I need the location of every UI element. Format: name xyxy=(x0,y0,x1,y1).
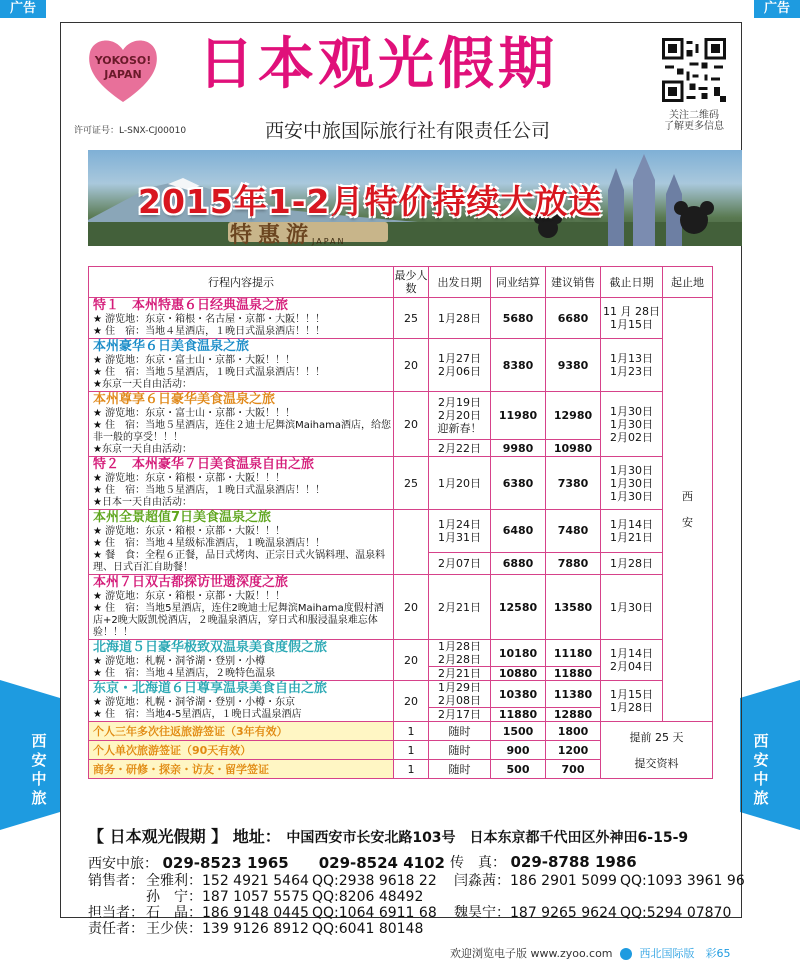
header-origin: 起止地 xyxy=(663,267,713,298)
tour-retail-price: 12880 xyxy=(546,708,601,722)
license-number: 许可证号：L-SNX-CJ00010 xyxy=(74,126,187,136)
tour-trade-price: 10380 xyxy=(491,681,546,708)
header-deadline: 截止日期 xyxy=(601,267,663,298)
departure-city xyxy=(663,298,713,722)
address-label: 地址： xyxy=(232,827,281,846)
tour-trade-price: 6480 xyxy=(491,510,546,553)
header-min-people: 最少人数 xyxy=(394,267,429,298)
tour-info-line: ★ 游览地：东京・箱根・京都・大阪！！！ xyxy=(93,473,286,484)
tour-trade-price: 6880 xyxy=(491,552,546,574)
tour-info-line: ★日本一天自由活动： xyxy=(93,497,192,508)
tour-retail-price: 11180 xyxy=(546,640,601,667)
tour-retail-price: 11880 xyxy=(546,667,601,681)
tour-retail-price: 7880 xyxy=(546,552,601,574)
qr-code xyxy=(662,38,726,102)
tour-departure-date: 2月21日 xyxy=(429,575,491,640)
tour-min-people: 20 xyxy=(394,392,429,457)
visa-deadline: 提前 25 天 提交资料 xyxy=(601,722,713,779)
tour-min-people: 20 xyxy=(394,681,429,722)
visa-name: 个人单次旅游签证（90天有效） xyxy=(89,741,394,760)
tour-info-line: ★ 住 宿：当地５星酒店，连住２迪士尼舞滨Maihama酒店，给您非一般的享受！！！ xyxy=(93,420,392,443)
tour-departure-date: 2月22日 xyxy=(429,440,491,457)
tour-info-line: ★ 游览地：札幌・洞爷湖・登别・小樽・东京 xyxy=(93,697,296,708)
page-title: 日本观光假期 xyxy=(198,32,558,97)
tour-retail-price: 9380 xyxy=(546,339,601,392)
phone-numbers: 029-8523 1965 029-8524 4102 xyxy=(162,854,445,872)
fax-label: 传 真： xyxy=(450,855,506,871)
tour-itinerary-cell xyxy=(89,640,394,681)
tour-min-people: 25 xyxy=(394,298,429,339)
tour-deadline: 1月13日 1月23日 xyxy=(601,339,663,392)
tour-deadline: 1月15日 1月28日 xyxy=(601,681,663,722)
table-row xyxy=(89,681,713,708)
tour-retail-price: 7480 xyxy=(546,510,601,553)
visa-retail-price: 1800 xyxy=(546,722,601,741)
tour-min-people: 25 xyxy=(394,457,429,510)
tour-name: 本州７日双古都探访世遗深度之旅 xyxy=(93,575,289,590)
tour-name: 本州豪华６日美食温泉之旅 xyxy=(93,339,250,354)
visa-date: 随时 xyxy=(429,722,491,741)
tour-deadline: 1月14日 2月04日 xyxy=(601,640,663,681)
visa-trade-price: 1500 xyxy=(491,722,546,741)
tour-info-line: ★东京一天自由活动： xyxy=(93,379,192,390)
contact-person: 王少侠：139 9126 8912 QQ:6041 80148 xyxy=(146,921,424,937)
table-row xyxy=(89,392,713,440)
contact-person: 石 晶：186 9148 0445 QQ:1064 6911 68 xyxy=(146,905,437,921)
visa-date: 随时 xyxy=(429,760,491,779)
tour-deadline: 1月28日 xyxy=(601,552,663,574)
table-row xyxy=(89,298,713,339)
contact-person: 全雅利：152 4921 5464 QQ:2938 9618 22 xyxy=(146,873,437,889)
tour-itinerary-cell xyxy=(89,575,394,640)
footer-edition: 西北国际版 彩65 xyxy=(639,947,731,960)
tour-min-people xyxy=(394,510,429,575)
tour-departure-date: 2月21日 xyxy=(429,667,491,681)
visa-name: 商务・研修・探亲・访友・留学签证 xyxy=(89,760,394,779)
tour-itinerary-cell xyxy=(89,510,394,575)
address-text: 中国西安市长安北路103号 日本东京都千代田区外神田6-15-9 xyxy=(286,830,689,846)
visa-date: 随时 xyxy=(429,741,491,760)
tour-price-table xyxy=(88,266,713,779)
tour-info-line: ★ 游览地：东京・富士山・京都・大阪！！！ xyxy=(93,408,296,419)
visa-trade-price: 500 xyxy=(491,760,546,779)
tour-info-line: ★ 住 宿：当地５星酒店，１晚日式温泉酒店！！！ xyxy=(93,485,326,496)
tour-name: 东京・北海道６日尊享温泉美食自由之旅 xyxy=(93,681,328,696)
tour-itinerary-cell xyxy=(89,392,394,457)
tour-trade-price: 10180 xyxy=(491,640,546,667)
tour-info-line: ★ 游览地：东京・箱根・名古屋・京都・大阪！！！ xyxy=(93,314,326,325)
tour-trade-price: 12580 xyxy=(491,575,546,640)
tour-min-people: 20 xyxy=(394,575,429,640)
visa-min-people: 1 xyxy=(394,760,429,779)
tour-info-line: ★ 住 宿：当地4-5星酒店，１晚日式温泉酒店 xyxy=(93,709,302,720)
tour-info-line: ★ 游览地：东京・箱根・京都・大阪！！！ xyxy=(93,591,286,602)
tour-departure-date: 1月28日 xyxy=(429,298,491,339)
table-row xyxy=(89,339,713,392)
table-row xyxy=(89,457,713,510)
side-label-right: 西安中旅 xyxy=(753,732,769,807)
contact-person: 闫淼茜：186 2901 5099 QQ:1093 3961 96 xyxy=(454,873,745,889)
footer xyxy=(450,945,731,961)
tour-itinerary-cell xyxy=(89,339,394,392)
visa-min-people: 1 xyxy=(394,741,429,760)
tour-deadline: 1月30日 1月30日 2月02日 xyxy=(601,392,663,457)
side-label-left: 西安中旅 xyxy=(31,732,47,807)
departure-city-text: 西安 xyxy=(682,489,693,529)
ad-tab-right: 广告 xyxy=(754,0,800,18)
tour-itinerary-cell xyxy=(89,681,394,722)
tour-trade-price: 10880 xyxy=(491,667,546,681)
header-retail-price: 建议销售 xyxy=(546,267,601,298)
tour-departure-date: 1月28日 2月28日 xyxy=(429,640,491,667)
header-trade-price: 同业结算 xyxy=(491,267,546,298)
tour-info-line: ★东京一天自由活动： xyxy=(93,444,192,455)
tour-retail-price: 11380 xyxy=(546,681,601,708)
tour-deadline: 1月30日 1月30日 1月30日 xyxy=(601,457,663,510)
tour-trade-price: 8380 xyxy=(491,339,546,392)
fax-number: 029-8788 1986 xyxy=(510,853,637,871)
tour-retail-price: 10980 xyxy=(546,440,601,457)
tour-departure-date: 1月29日 2月08日 xyxy=(429,681,491,708)
contact-person: 孙 宁：187 1057 5575 QQ:8206 48492 xyxy=(146,889,424,905)
footer-website[interactable]: 欢迎浏览电子版 www.zyoo.com xyxy=(450,947,613,960)
tour-trade-price: 11980 xyxy=(491,392,546,440)
tour-info-line: ★ 住 宿：当地４星酒店，１晚日式温泉酒店！！！ xyxy=(93,326,326,337)
tour-departure-date: 1月24日 1月31日 xyxy=(429,510,491,553)
banner-subtitle-en: JAPAN xyxy=(312,237,346,246)
tour-trade-price: 6380 xyxy=(491,457,546,510)
visa-trade-price: 900 xyxy=(491,741,546,760)
tour-info-line: ★ 住 宿：当地5星酒店，连住2晚迪士尼舞滨Maihama度假村酒店+2晚大阪凯悦酒店，２晚温泉酒店，穿日式和服浸温泉难忘体验！！！ xyxy=(93,603,384,638)
visa-min-people: 1 xyxy=(394,722,429,741)
tour-info-line: ★ 住 宿：当地４星级标准酒店，１晚温泉酒店！！ xyxy=(93,538,326,549)
visa-retail-price: 700 xyxy=(546,760,601,779)
ad-tab-left: 广告 xyxy=(0,0,46,18)
table-row xyxy=(89,575,713,640)
responsible-label: 责任者： xyxy=(88,921,144,937)
sales-label: 销售者： xyxy=(88,873,144,889)
qr-caption xyxy=(650,110,738,132)
tour-trade-price: 5680 xyxy=(491,298,546,339)
tour-name: 本州尊享６日豪华美食温泉之旅 xyxy=(93,392,276,407)
brand-mark-icon xyxy=(620,948,632,960)
guarantor-label: 担当者： xyxy=(88,905,144,921)
qr-caption-line-2: 了解更多信息 xyxy=(664,121,724,132)
tour-info-line: ★ 游览地：东京・箱根・京都・大阪！！！ xyxy=(93,526,286,537)
tour-name: 特１ 本州特惠６日经典温泉之旅 xyxy=(93,298,289,313)
header-departure: 出发日期 xyxy=(429,267,491,298)
yokoso-japan-logo xyxy=(86,36,160,104)
tour-deadline: 1月14日 1月21日 xyxy=(601,510,663,553)
tour-min-people: 20 xyxy=(394,339,429,392)
tour-departure-date: 2月17日 xyxy=(429,708,491,722)
tour-info-line: ★ 住 宿：当地５星酒店，１晚日式温泉酒店！！！ xyxy=(93,367,326,378)
header-itinerary: 行程内容提示 xyxy=(89,267,394,298)
contact-brand: 【 日本观光假期 】 xyxy=(88,827,228,846)
visa-row xyxy=(89,722,713,741)
visa-name: 个人三年多次往返旅游签证（3年有效） xyxy=(89,722,394,741)
tour-itinerary-cell xyxy=(89,298,394,339)
tour-name: 本州全景超值7日美食温泉之旅 xyxy=(93,510,272,525)
tour-trade-price: 9980 xyxy=(491,440,546,457)
contact-person: 魏昊宁：187 9265 9624 QQ:5294 07870 xyxy=(454,905,732,921)
company-name: 西安中旅国际旅行社有限责任公司 xyxy=(265,120,551,142)
tour-info-line: ★ 住 宿：当地４星酒店，２晚特色温泉 xyxy=(93,668,276,679)
tour-trade-price: 11880 xyxy=(491,708,546,722)
tour-retail-price: 13580 xyxy=(546,575,601,640)
tour-retail-price: 7380 xyxy=(546,457,601,510)
tour-name: 特２ 本州豪华７日美食温泉自由之旅 xyxy=(93,457,315,472)
tour-departure-date: 1月20日 xyxy=(429,457,491,510)
logo-line-2: JAPAN xyxy=(104,68,142,81)
table-row xyxy=(89,640,713,667)
tour-info-line: ★ 游览地：札幌・洞爷湖・登别・小樽 xyxy=(93,656,266,667)
qr-caption-line-1: 关注二维码 xyxy=(669,110,719,121)
table-header-row xyxy=(89,267,713,298)
tour-itinerary-cell xyxy=(89,457,394,510)
banner-headline: 2015年1-2月特价持续大放送 xyxy=(138,182,603,221)
tour-name: 北海道５日豪华极致双温泉美食度假之旅 xyxy=(93,640,328,655)
banner-subtitle: 特惠游 xyxy=(230,223,315,248)
tour-departure-date: 2月19日 2月20日 迎新春！ xyxy=(429,392,491,440)
tour-departure-date: 2月07日 xyxy=(429,552,491,574)
tour-info-line: ★ 游览地：东京・富士山・京都・大阪！！！ xyxy=(93,355,296,366)
tour-min-people: 20 xyxy=(394,640,429,681)
visa-retail-price: 1200 xyxy=(546,741,601,760)
table-row xyxy=(89,510,713,553)
tour-retail-price: 12980 xyxy=(546,392,601,440)
logo-line-1: YOKOSO! xyxy=(94,54,152,67)
tour-departure-date: 1月27日 2月06日 xyxy=(429,339,491,392)
phone-label: 西安中旅： xyxy=(88,856,158,872)
tour-info-line: ★ 餐 食：全程６正餐，品日式烤肉、正宗日式火锅料理、温泉料理、日式百汇自助餐！ xyxy=(93,550,386,573)
tour-deadline: 1月30日 xyxy=(601,575,663,640)
tour-retail-price: 6680 xyxy=(546,298,601,339)
tour-deadline: 11 月 28日 1月15日 xyxy=(601,298,663,339)
